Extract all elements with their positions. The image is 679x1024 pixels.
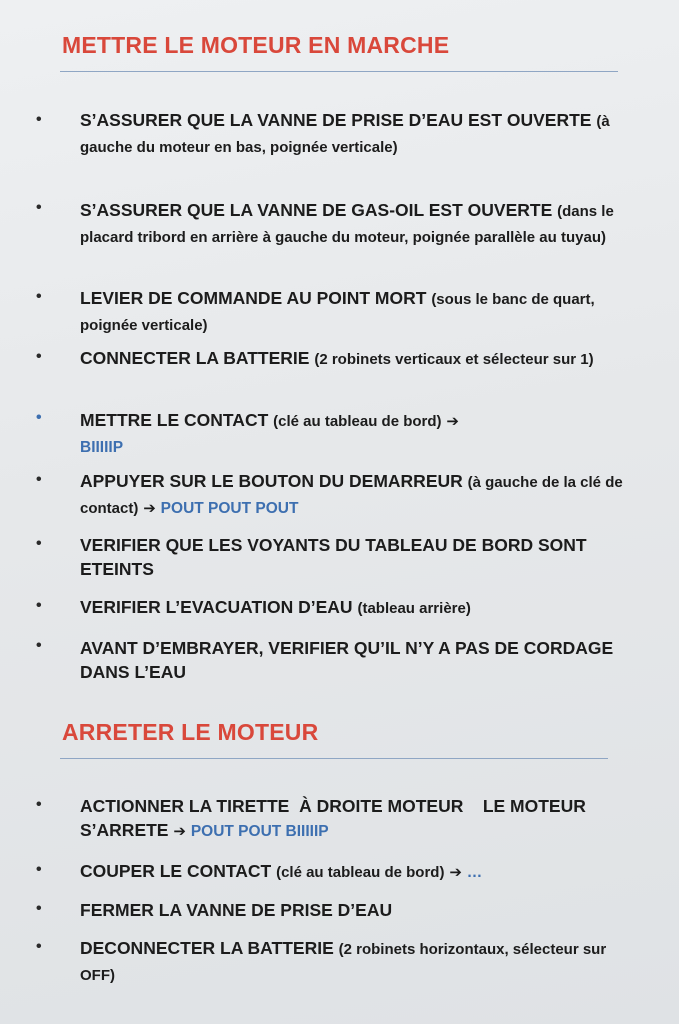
bullet-icon: • — [36, 288, 42, 305]
item-main: VERIFIER L’EVACUATION D’EAU — [80, 597, 353, 617]
list-item — [80, 408, 625, 460]
list-item — [80, 108, 625, 160]
bullet-icon: • — [36, 861, 42, 878]
bullet-icon: • — [36, 796, 42, 813]
item-main: FERMER LA VANNE DE PRISE D’EAU — [80, 900, 393, 920]
item-detail: (2 robinets verticaux et sélecteur sur 1) — [314, 351, 594, 368]
arrow-right-icon: ➔ — [173, 823, 186, 840]
item-main: LEVIER DE COMMANDE AU POINT MORT — [80, 288, 427, 308]
section-divider — [60, 758, 608, 759]
sound-effect-text: … — [466, 864, 483, 881]
bullet-icon: • — [36, 348, 42, 365]
item-main: S’ASSURER QUE LA VANNE DE PRISE D’EAU EST OUVERTE — [80, 110, 592, 130]
item-main: S’ASSURER QUE LA VANNE DE GAS-OIL EST OUVERTE — [80, 200, 553, 220]
arrow-right-icon: ➔ — [449, 864, 462, 881]
bullet-icon: • — [36, 111, 42, 128]
list-item — [80, 936, 625, 988]
item-detail: (à gauche de la clé de contact) — [80, 474, 623, 517]
sound-effect-text: BIIIIIP — [80, 439, 124, 456]
item-main: METTRE LE CONTACT — [80, 410, 269, 430]
item-detail: (clé au tableau de bord) — [273, 413, 442, 430]
item-detail: (à gauche du moteur en bas, poignée verticale) — [80, 113, 610, 156]
item-main: VERIFIER QUE LES VOYANTS DU TABLEAU DE BORD SONT ETEINTS — [80, 535, 587, 579]
arrow-right-icon: ➔ — [446, 413, 459, 430]
bullet-icon: • — [36, 597, 42, 614]
bullet-icon: • — [36, 199, 42, 216]
item-detail: (tableau arrière) — [357, 600, 471, 617]
bullet-icon: • — [36, 637, 42, 654]
item-main: CONNECTER LA BATTERIE — [80, 348, 310, 368]
item-main: DECONNECTER LA BATTERIE — [80, 938, 334, 958]
bullet-icon: • — [36, 900, 42, 917]
section-title-start-engine: METTRE LE MOTEUR EN MARCHE — [62, 32, 450, 58]
item-detail: (clé au tableau de bord) — [276, 864, 445, 881]
item-detail: (sous le banc de quart, poignée verticale) — [80, 291, 595, 334]
sound-effect-text: POUT POUT BIIIIIP — [190, 823, 329, 840]
bullet-icon: • — [36, 409, 42, 426]
section-divider — [60, 71, 618, 72]
list-item — [80, 794, 610, 844]
item-detail: (2 robinets horizontaux, sélecteur sur OFF) — [80, 941, 607, 984]
item-main: AVANT D’EMBRAYER, VERIFIER QU’IL N’Y A PAS DE CORDAGE DANS L’EAU — [80, 638, 614, 682]
item-main: APPUYER SUR LE BOUTON DU DEMARREUR — [80, 471, 463, 491]
bullet-icon: • — [36, 535, 42, 552]
list-item — [80, 636, 625, 684]
sound-effect-text: POUT POUT POUT — [160, 500, 299, 517]
list-item — [80, 469, 625, 521]
list-item — [80, 533, 625, 581]
list-item — [80, 346, 625, 372]
list-item — [80, 198, 625, 250]
bullet-icon: • — [36, 471, 42, 488]
list-item — [80, 859, 625, 885]
item-detail: (dans le placard tribord en arrière à gauche du moteur, poignée parallèle au tuyau) — [80, 203, 614, 246]
item-main: COUPER LE CONTACT — [80, 861, 272, 881]
bullet-icon: • — [36, 938, 42, 955]
section-title-stop-engine: ARRETER LE MOTEUR — [62, 719, 319, 745]
item-main: ACTIONNER LA TIRETTE À DROITE MOTEUR LE MOTEUR S’ARRETE — [80, 796, 591, 840]
list-item — [80, 595, 625, 621]
arrow-right-icon: ➔ — [143, 500, 156, 517]
list-item — [80, 286, 625, 338]
list-item — [80, 898, 625, 922]
